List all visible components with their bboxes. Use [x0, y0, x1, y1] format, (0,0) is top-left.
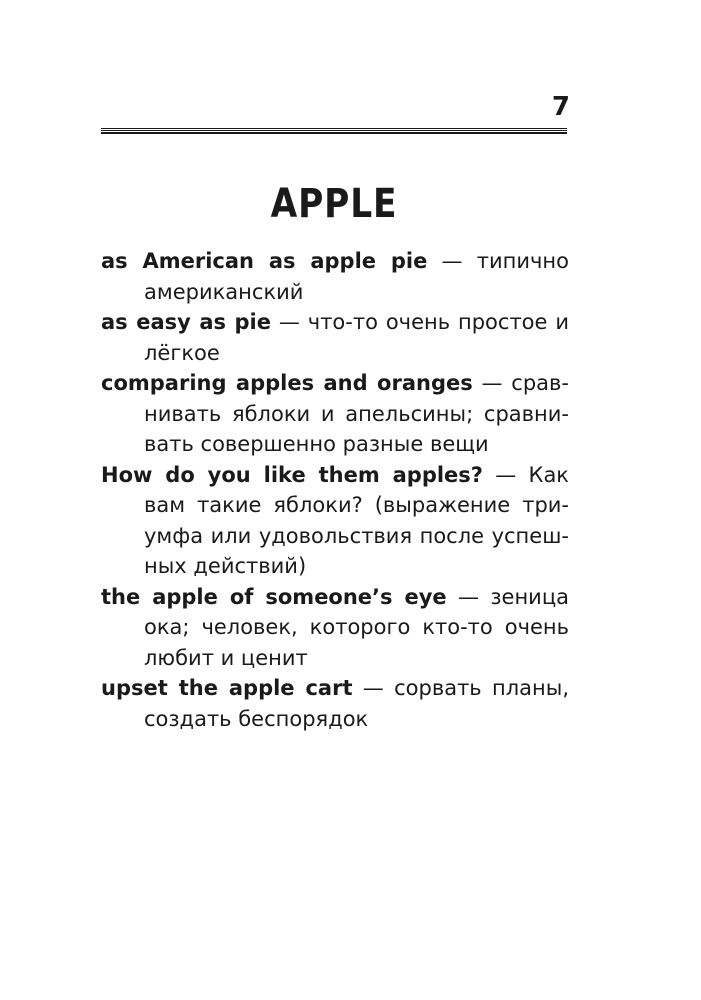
idiom-entry: [101, 460, 569, 582]
page-number: 7: [551, 92, 570, 122]
entry-dash: —: [446, 584, 491, 609]
idiom-definition: зеница ока; человек, которого кто-то очень любит и ценит: [144, 584, 569, 670]
idiom-term: the apple of someone’s eye: [101, 584, 447, 609]
entry-dash: —: [472, 371, 512, 395]
header-rule-line: [101, 128, 567, 129]
entry-dash: —: [271, 310, 308, 334]
idiom-term: upset the apple cart: [101, 676, 353, 700]
idiom-term: How do you like them apples?: [101, 462, 483, 487]
entry-dash: —: [482, 462, 529, 487]
idiom-definition: Как вам такие яблоки? (выражение триумфа или удовольствия после успешных действий): [144, 462, 569, 578]
entry-dash: —: [352, 676, 395, 700]
idiom-definition: сравнивать яблоки и апельсины; сравнивать совершенно разные вещи: [144, 371, 569, 456]
idiom-term: as easy as pie: [101, 310, 271, 334]
idiom-entry: [101, 582, 569, 674]
entry-dash: —: [427, 249, 477, 273]
header-rule-line: [101, 132, 567, 134]
idiom-list: [101, 246, 569, 734]
header-rule: [101, 128, 567, 134]
header-rule-line: [101, 130, 567, 131]
idiom-definition: что-то очень простое и лёгкое: [144, 310, 569, 365]
idiom-entry: [101, 368, 569, 460]
idiom-definition: сорвать планы, создать беспорядок: [144, 676, 569, 731]
idiom-entry: [101, 673, 569, 734]
section-title: APPLE: [270, 181, 398, 227]
idiom-term: comparing apples and oranges: [101, 371, 473, 395]
idiom-definition: типично американский: [144, 249, 569, 304]
idiom-entry: [101, 307, 569, 368]
idiom-entry: [101, 246, 569, 307]
idiom-term: as American as apple pie: [101, 249, 428, 273]
